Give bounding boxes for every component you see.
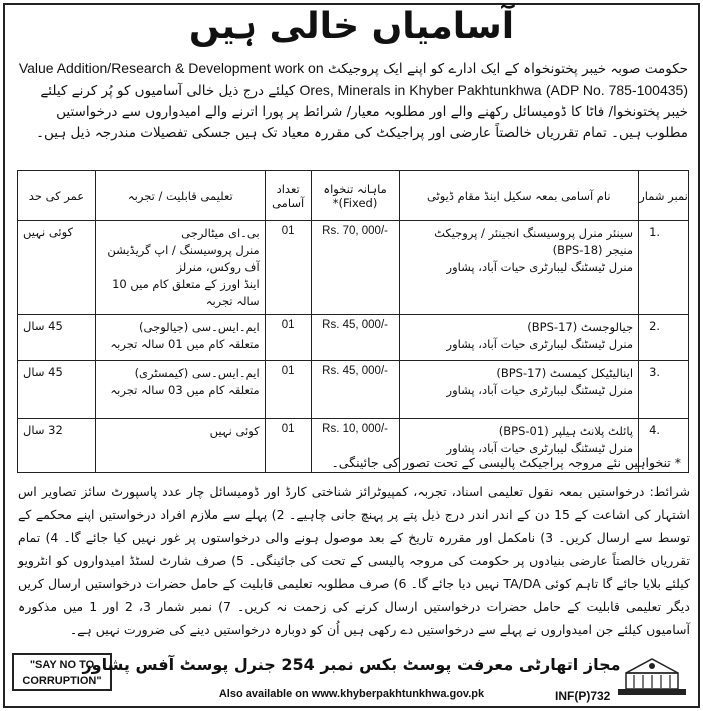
qual-line: اینڈ اورز کے متعلق کام میں 10 سالہ تجربہ [112, 277, 260, 308]
website-line: Also available on www.khyberpakhtunkhwa.gov.pk [218, 688, 485, 700]
row-post [399, 221, 639, 315]
row-count: 01 [265, 419, 311, 473]
post-location: منرل ٹیسٹنگ لیبارٹری حیات آباد، پشاور [446, 383, 634, 397]
row-count: 01 [265, 221, 311, 315]
post-title: سینئر منرل پروسیسنگ انجینئر / پروجیکٹ منیجر (BPS-18) [434, 226, 634, 257]
row-pay: Rs. 45, 000/- [311, 361, 399, 419]
row-age: 32 سال [18, 419, 96, 473]
intro-paragraph [18, 58, 688, 144]
row-count: 01 [265, 361, 311, 419]
row-qualification [95, 315, 265, 361]
header-count: تعداد آسامی [265, 171, 311, 221]
row-serial: 3. [639, 361, 689, 419]
qual-line: کوئی نہیں [209, 424, 260, 438]
qual-line: ایم۔ایس۔سی (جیالوجی) [139, 320, 260, 334]
table-row [18, 315, 689, 361]
qual-line: منرل پروسیسنگ / اپ گریڈیشن آف روکس، منرلز [107, 243, 260, 274]
post-title: جیالوجسٹ (BPS-17) [527, 320, 634, 334]
adp-number: (ADP No. 785-100435) [545, 82, 688, 98]
header-post: نام آسامی بمعہ سکیل اینڈ مقام ڈیوٹی [399, 171, 639, 221]
table-header-row [18, 171, 689, 221]
post-location: منرل ٹیسٹنگ لیبارٹری حیات آباد، پشاور [446, 337, 634, 351]
row-qualification [95, 361, 265, 419]
row-pay: Rs. 10, 000/- [311, 419, 399, 473]
post-location: منرل ٹیسٹنگ لیبارٹری حیات آباد، پشاور [446, 441, 634, 455]
project-name-en-2: Ores, Minerals in Khyber Pakhtunkhwa [299, 82, 542, 98]
qual-line: متعلقہ کام میں 01 سالہ تجربہ [110, 337, 260, 351]
intro-text-3: کیلئے خیبر پختونخوا/ فاٹا کا ڈومیسائل رکھنے والے اور مطلوبہ معیار/ شرائط پر پورا اترنے والے امیدواروں سے درخواستیں مطلوب ہیں۔ تمام تقرریاں خالصتاً عارضی اور پراجیکٹ کی مقررہ معیاد تک ہیں جسکی تفصیلات مندرجہ ذیل ہیں۔ [36, 83, 688, 141]
header-age: عمر کی حد [18, 171, 96, 221]
row-qualification [95, 221, 265, 315]
header-qualification: تعلیمی قابلیت / تجربہ [95, 171, 265, 221]
qual-line: بی۔ای میٹالرجی [181, 226, 260, 240]
row-serial: 4. [639, 419, 689, 473]
badge-line-1: "SAY NO TO [29, 659, 95, 671]
header-pay: ماہانہ تنخواہ (Fixed)* [311, 171, 399, 221]
qual-line: متعلقہ کام میں 03 سالہ تجربہ [110, 383, 260, 397]
conditions-paragraph: شرائط: درخواستیں بمعہ نقول تعلیمی اسناد، تجربہ، کمپیوٹرائز شناختی کارڈ اور ڈومیسائل چار عدد پاسپورٹ سائز تصاویر اس اشتہار کی اشاعت کے 15 دن کے اندر اندر درج ذیل پتے پر پہنچ جانی چاہیے۔ 2) پہلے سے ملازم افراد درخواستیں اپنے محکمے کے توسط سے ارسال کریں۔ 3) نامکمل اور مقررہ تاریخ کے بعد موصول ہونے والی درخواستوں پر غور نہیں کیا جائے گا۔ 4) تمام تقرریاں خالصتاً عارضی بنیادوں پر حکومت کی مروجہ پالیسی کے تحت کی جائینگی۔ 5) صرف شارٹ لسٹڈ امیدواروں کو انٹرویو کیلئے بلایا جائے گا تاہم کوئی TA/DA نہیں دیا جائے گا۔ 6) صرف مطلوبہ تعلیمی قابلیت کے حامل حضرات درخواستیں ارسال کریں دیگر تعلیمی قابلیت کے حامل حضرات درخواستیں ارسال کرنے کی زحمت نہ کریں۔ 7) نمبر شمار 3، 2 اور 1 میں مذکورہ آسامیوں کیلئے جن امیدواروں نے پہلے سے درخواستیں دے رکھی ہیں اُن کو دوبارہ درخواستیں دینے کی ضرورت نہیں ہے۔ [18, 484, 691, 637]
inf-number: INF(P)732 [555, 689, 611, 703]
post-title: اینالیٹیکل کیمسٹ (BPS-17) [496, 366, 634, 380]
row-pay: Rs. 45, 000/- [311, 315, 399, 361]
badge-line-2: CORRUPTION" [22, 675, 102, 687]
post-location: منرل ٹیسٹنگ لیبارٹری حیات آباد، پشاور [446, 260, 634, 274]
row-post [399, 315, 639, 361]
row-count: 01 [265, 315, 311, 361]
row-pay: Rs. 70, 000/- [311, 221, 399, 315]
vacancy-table [17, 170, 689, 473]
table-row [18, 361, 689, 419]
row-serial: 2. [639, 315, 689, 361]
salary-note: * تنخواہیں نئے مروجہ پراجیکٹ پالیسی کے تحت تصور کی جائینگی۔ [331, 455, 681, 470]
postal-address: مجاز اتھارٹی معرفت پوسٹ بکس نمبر 254 جنرل پوسٹ آفس پشاور [82, 655, 621, 674]
row-age: 45 سال [18, 315, 96, 361]
row-qualification [95, 419, 265, 473]
row-post [399, 361, 639, 419]
intro-text-1: حکومت صوبہ خیبر پختونخواہ کے ایک ادارے کو اپنے ایک پروجیکٹ [327, 61, 688, 77]
project-name-en: Value Addition/Research & Development work on [18, 60, 324, 76]
table-row [18, 221, 689, 315]
row-age: 45 سال [18, 361, 96, 419]
government-emblem-logo [612, 655, 692, 699]
header-serial: نمبر شمار [639, 171, 689, 221]
post-title: پائلٹ پلانٹ ہیلپر (BPS-01) [498, 424, 634, 438]
row-serial: 1. [639, 221, 689, 315]
page-title: آسامیاں خالی ہیں [188, 6, 515, 47]
row-age: کوئی نہیں [18, 221, 96, 315]
qual-line: ایم۔ایس۔سی (کیمسٹری) [134, 366, 260, 380]
intro-text-2: کیلئے درج ذیل خالی آسامیوں کو پُر کرنے [71, 83, 296, 99]
